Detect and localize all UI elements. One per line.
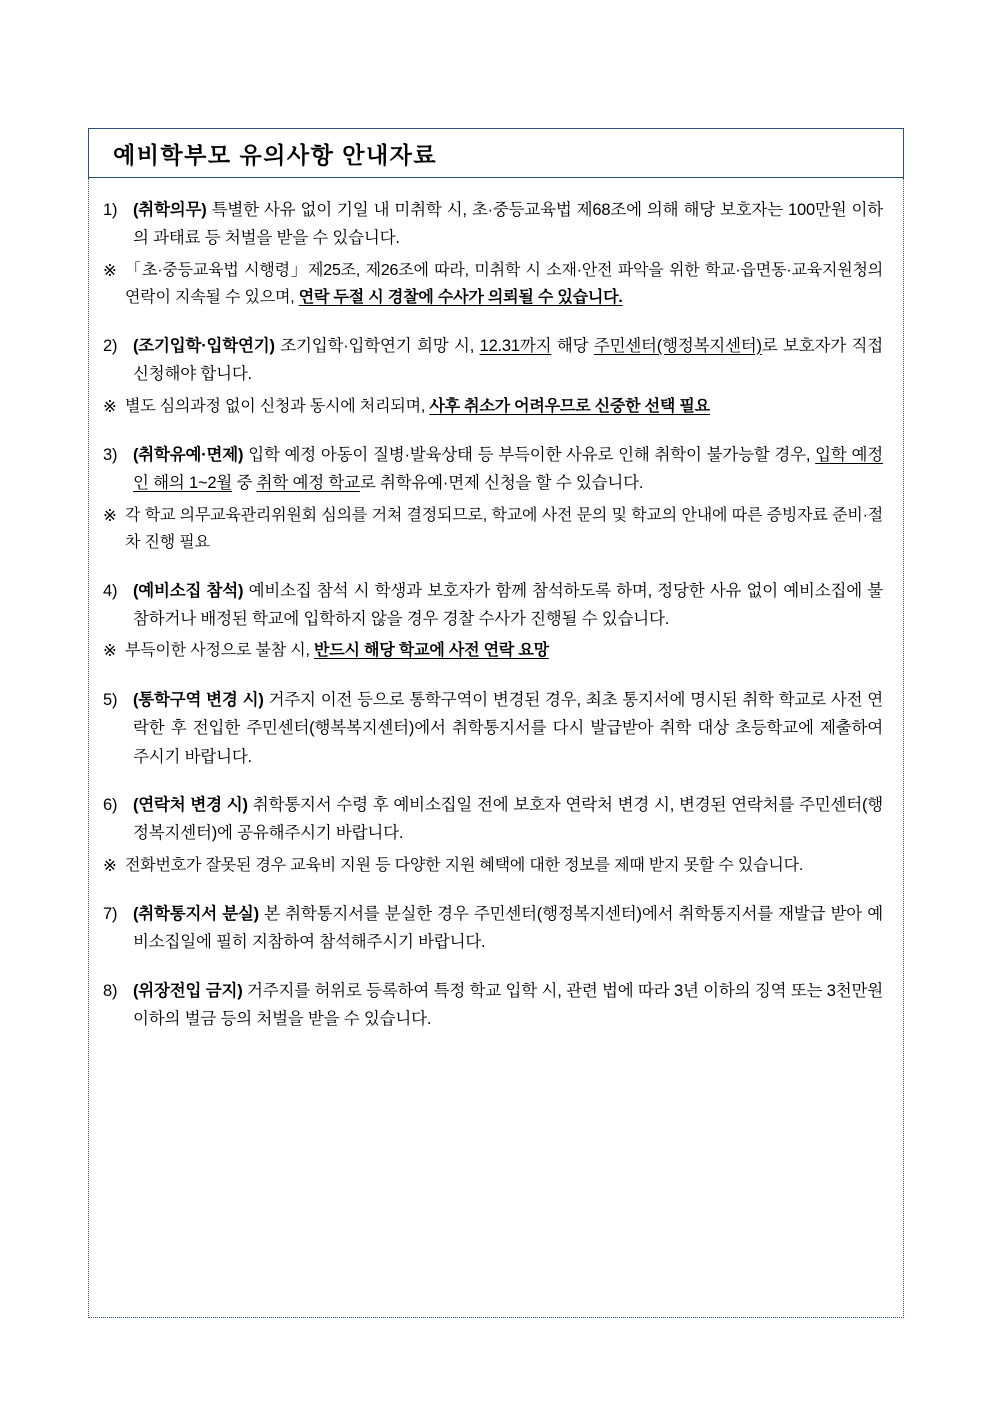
text-underline: 취학 예정 학교 — [256, 474, 360, 493]
paragraph-text — [133, 196, 883, 253]
numbered-paragraph — [103, 686, 883, 771]
text-plain: 거주지 이전 등으로 통학구역이 변경된 경우, 최초 통지서에 명시된 취학 학교로 사전 연락한 후 전입한 주민센터(행복복지센터)에서 취학통지서를 다시 발급받아 취학 대상 초등학교에 제출하여 주시기 바랍니다. — [133, 690, 883, 766]
page-title: 예비학부모 유의사항 안내자료 — [113, 141, 438, 168]
paragraph-marker: ※ — [103, 506, 117, 525]
paragraph-text — [125, 637, 883, 665]
paragraph-marker: ※ — [103, 856, 117, 875]
text-plain: 전화번호가 잘못된 경우 교육비 지원 등 다양한 지원 혜택에 대한 정보를 제때 받지 못할 수 있습니다. — [125, 856, 804, 874]
text-underline-bold: 사후 취소가 어려우므로 신중한 선택 필요 — [429, 397, 710, 415]
text-plain: 입학 예정 아동이 질병·발육상태 등 부득이한 사유로 인해 취학이 불가능할 경우, — [248, 445, 816, 464]
numbered-paragraph — [103, 791, 883, 848]
text-plain: 본 취학통지서를 분실한 경우 주민센터(행정복지센터)에서 취학통지서를 재발급 받아 예비소집일에 필히 지참하여 참석해주시기 바랍니다. — [133, 905, 883, 952]
text-plain: 「초·중등교육법 시행령」제25조, 제26조에 따라, 미취학 시 소재·안전 파악을 위한 학교·읍면동·교육지원청의 연락이 지속될 수 있으며, — [125, 261, 883, 307]
note-paragraph — [103, 502, 883, 557]
paragraph-text — [125, 852, 883, 880]
text-plain: 거주지를 허위로 등록하여 특정 학교 입학 시, 관련 법에 따라 3년 이하의 징역 또는 3천만원 이하의 벌금 등의 처벌을 받을 수 있습니다. — [133, 981, 883, 1029]
text-bold: (취학의무) — [133, 201, 212, 219]
paragraph-spacer — [103, 670, 883, 686]
note-paragraph — [103, 393, 883, 421]
numbered-paragraph — [103, 441, 883, 498]
numbered-paragraph — [103, 900, 883, 957]
text-plain: 로 취학유예·면제 신청을 할 수 있습니다. — [359, 474, 644, 493]
paragraph-spacer — [103, 884, 883, 900]
text-plain: 별도 심의과정 없이 신청과 동시에 처리되며, — [125, 397, 430, 415]
paragraph-text — [133, 577, 883, 634]
paragraph-text — [133, 791, 883, 848]
text-plain: 조기입학·입학연기 희망 시, — [280, 336, 480, 355]
paragraph-marker: 2) — [103, 336, 118, 355]
text-plain: 부득이한 사정으로 불참 시, — [125, 642, 315, 660]
paragraph-text — [125, 502, 883, 557]
paragraph-marker: 3) — [103, 445, 118, 464]
note-paragraph — [103, 257, 883, 312]
text-plain: 중 — [232, 474, 257, 493]
numbered-paragraph — [103, 977, 883, 1034]
text-bold: (통학구역 변경 시) — [133, 690, 269, 709]
paragraph-marker: 7) — [103, 905, 118, 924]
paragraph-marker: 6) — [103, 795, 118, 814]
text-underline: 주민센터(행정복지센터) — [593, 336, 762, 355]
text-bold: (조기입학·입학연기) — [133, 336, 281, 355]
text-plain: 취학통지서 수령 후 예비소집일 전에 보호자 연락처 변경 시, 변경된 연락처를 주민센터(행정복지센터)에 공유해주시기 바랍니다. — [133, 795, 883, 843]
note-paragraph — [103, 852, 883, 880]
paragraph-marker: ※ — [103, 397, 117, 416]
paragraph-text — [133, 332, 883, 389]
paragraph-text — [133, 900, 883, 957]
paragraph-spacer — [103, 961, 883, 977]
paragraph-marker: 5) — [103, 690, 118, 709]
text-plain: 로 보호자가 직접 신청해야 합니다. — [133, 336, 883, 384]
paragraph-spacer — [103, 316, 883, 332]
document-body — [88, 178, 904, 1318]
paragraph-marker: ※ — [103, 261, 117, 280]
paragraph-text — [125, 257, 883, 312]
paragraph-spacer — [103, 561, 883, 577]
text-plain: 각 학교 의무교육관리위원회 심의를 거쳐 결정되므로, 학교에 사전 문의 및 학교의 안내에 따른 증빙자료 준비·절차 진행 필요 — [125, 506, 883, 552]
paragraph-spacer — [103, 425, 883, 441]
note-paragraph — [103, 637, 883, 665]
text-bold: (취학통지서 분실) — [133, 905, 265, 924]
numbered-paragraph — [103, 196, 883, 253]
paragraph-marker: 1) — [103, 201, 118, 219]
numbered-paragraph — [103, 577, 883, 634]
paragraph-text — [133, 441, 883, 498]
paragraph-marker: 4) — [103, 581, 118, 600]
text-bold: (예비소집 참석) — [133, 581, 249, 600]
paragraph-spacer — [103, 775, 883, 791]
text-bold: (취학유예·면제) — [133, 445, 249, 464]
text-bold: (위장전입 금지) — [133, 981, 247, 1000]
text-plain: 특별한 사유 없이 기일 내 미취학 시, 초·중등교육법 제68조에 의해 해당 보호자는 100만원 이하의 과태료 등 처벌을 받을 수 있습니다. — [133, 201, 883, 248]
text-plain: 해당 — [551, 336, 594, 355]
paragraph-text — [133, 686, 883, 771]
text-underline: 입학 예정인 해의 1~2월 — [133, 445, 884, 493]
paragraph-text — [133, 977, 883, 1034]
text-bold: (연락처 변경 시) — [133, 795, 253, 814]
text-plain: 예비소집 참석 시 학생과 보호자가 함께 참석하도록 하며, 정당한 사유 없이 예비소집에 불참하거나 배정된 학교에 입학하지 않을 경우 경찰 수사가 진행될 수 있습니다. — [133, 581, 883, 629]
text-underline: 12.31까지 — [479, 336, 552, 355]
document-title-box — [88, 128, 904, 178]
text-underline-bold: 연락 두절 시 경찰에 수사가 의뢰될 수 있습니다. — [298, 289, 623, 307]
paragraph-marker: 8) — [103, 981, 118, 1000]
paragraph-text — [125, 393, 883, 421]
text-underline-bold: 반드시 해당 학교에 사전 연락 요망 — [314, 642, 549, 660]
paragraph-marker: ※ — [103, 642, 117, 661]
numbered-paragraph — [103, 332, 883, 389]
